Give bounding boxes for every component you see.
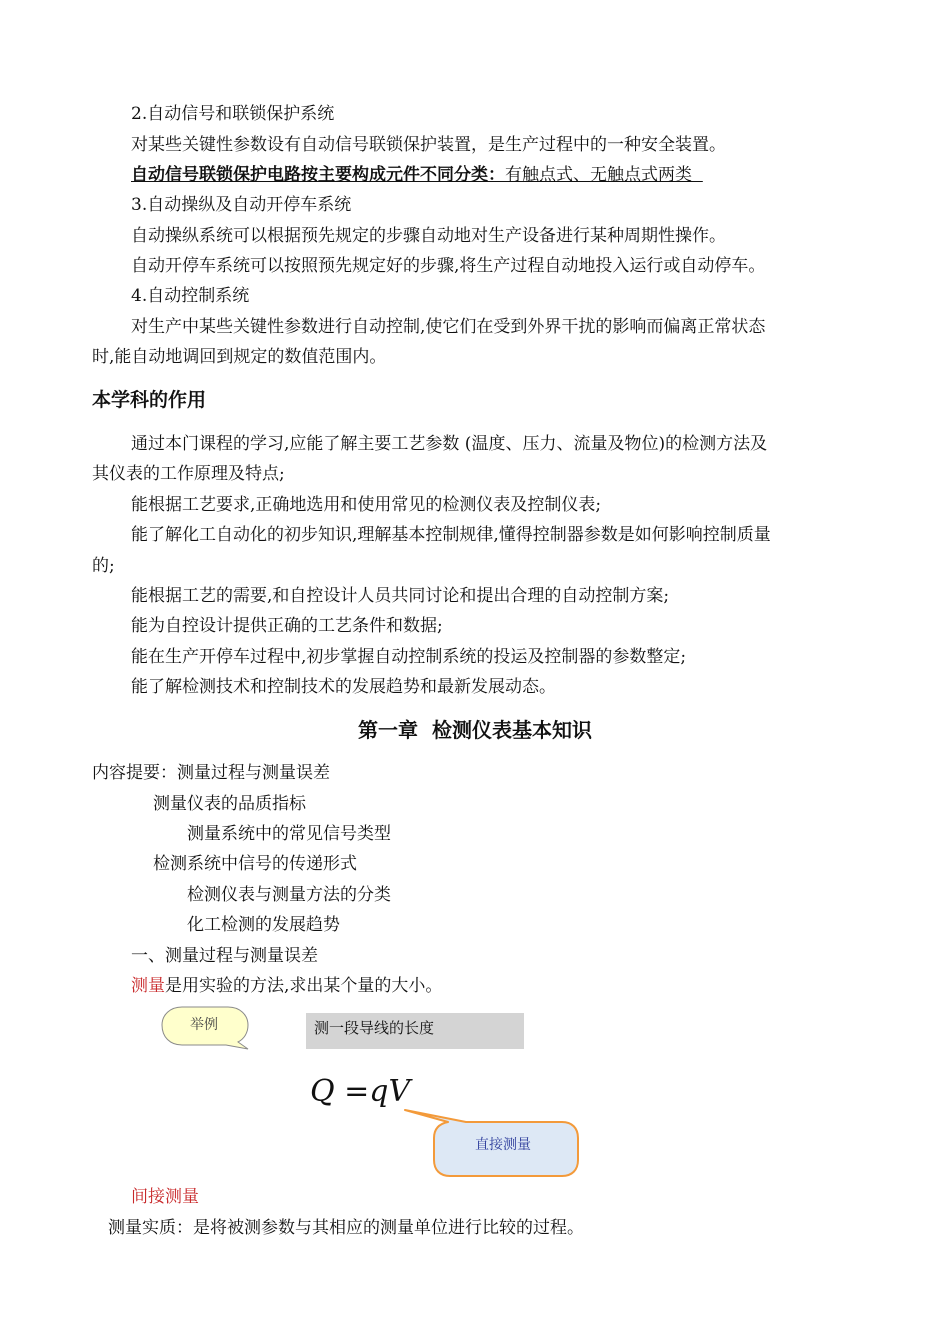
paragraph: 能了解检测技术和控制技术的发展趋势和最新发展动态。 [131, 677, 556, 697]
paragraph: 时,能自动地调回到规定的数值范围内。 [92, 347, 387, 367]
subsection-heading: 一、测量过程与测量误差 [131, 946, 318, 966]
direct-measure-label: 直接测量 [475, 1137, 531, 1153]
paragraph: 能为自控设计提供正确的工艺条件和数据; [131, 616, 443, 636]
paragraph: 能在生产开停车过程中,初步掌握自动控制系统的投运及控制器的参数整定; [131, 647, 687, 667]
outline-item: 测量系统中的常见信号类型 [187, 824, 391, 844]
formula: Q =qV [310, 1074, 411, 1109]
paragraph: 自动开停车系统可以按照预先规定好的步骤,将生产过程自动地投入运行或自动停车。 [131, 256, 766, 276]
paragraph: 对某些关键性参数设有自动信号联锁保护装置，是生产过程中的一种安全装置。 [131, 135, 726, 155]
outline-item: 测量过程与测量误差 [177, 763, 330, 783]
paragraph: 能根据工艺的需要,和自控设计人员共同讨论和提出合理的自动控制方案; [131, 586, 670, 606]
classification-rest: 有触点式、无触点式两类 [505, 165, 692, 185]
section-2-heading: 2.自动信号和联锁保护系统 [131, 104, 335, 124]
paragraph: 通过本门课程的学习,应能了解主要工艺参数 (温度、压力、流量及物位)的检测方法及 [131, 434, 768, 454]
definition-text: 是用实验的方法,求出某个量的大小。 [165, 976, 443, 996]
outline-item: 检测仪表与测量方法的分类 [187, 885, 391, 905]
paragraph: 能了解化工自动化的初步知识,理解基本控制规律,懂得控制器参数是如何影响控制质量 [131, 525, 771, 545]
paragraph: 能根据工艺要求,正确地选用和使用常见的检测仪表及控制仪表; [131, 495, 602, 515]
outline-item: 化工检测的发展趋势 [187, 915, 340, 935]
section-3-heading: 3.自动操纵及自动开停车系统 [131, 195, 352, 215]
section-heading-role: 本学科的作用 [92, 389, 207, 411]
measurement-essence: 测量实质：是将被测参数与其相应的测量单位进行比较的过程。 [108, 1218, 584, 1238]
classification-bold: 自动信号联锁保护电路按主要构成元件不同分类： [131, 165, 505, 185]
paragraph: 对生产中某些关键性参数进行自动控制,使它们在受到外界干扰的影响而偏离正常状态 [131, 317, 766, 337]
classification-line [131, 164, 703, 186]
paragraph: 自动操纵系统可以根据预先规定的步骤自动地对生产设备进行某种周期性操作。 [131, 226, 726, 246]
outline-first-line [92, 762, 330, 784]
chapter-title: 第一章 检测仪表基本知识 [358, 718, 592, 742]
section-4-heading: 4.自动控制系统 [131, 286, 250, 306]
example-callout-label: 举例 [190, 1017, 218, 1033]
paragraph: 其仪表的工作原理及特点; [92, 464, 285, 484]
definition-line [131, 975, 442, 997]
paragraph: 的; [92, 556, 115, 576]
outline-item: 测量仪表的品质指标 [153, 794, 306, 814]
measure-example-box: 测一段导线的长度 [306, 1013, 524, 1049]
outline-item: 检测系统中信号的传递形式 [153, 854, 357, 874]
definition-term: 测量 [131, 976, 165, 996]
outline-label: 内容提要： [92, 763, 177, 783]
indirect-measure-label: 间接测量 [131, 1187, 199, 1207]
